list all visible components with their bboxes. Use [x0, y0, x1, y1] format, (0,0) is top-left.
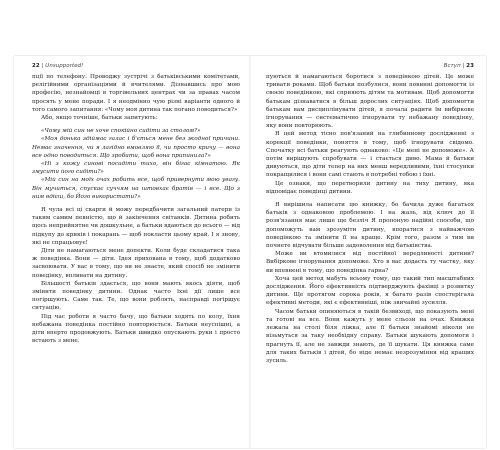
- paragraph: Під час роботи я часто бачу, що батьки ходять по колу, їхня небажана поведінка постійно повторюється. Батьки неуспішні, а діти вперто продовжують. Батьки швидко опускають руки і просто встають з мене.: [32, 313, 240, 345]
- right-page: [266, 62, 474, 438]
- paragraph: Або, якщо точніше, батьки запитують:: [41, 115, 158, 122]
- paragraph: Часом батьки опиняються в такій безвиході, що показують мені та готові на все. Вони кажуть у мене сльози на очах. Книжка лежала на столі біля ліжка, але її батьки знайомі ніколи не візьмуться за таку необхідну справу. Батьки шукають допомоги і прагнуть її, але не завжди знають, де її шукати. Ця книжка саме для таких батьків і дітей, бо ніде немає незрозуміння від кращих зусиль.: [266, 308, 474, 364]
- paragraph: Діти не намагаються мене допекти. Коли буде складатися така ж поведінка. Вони — діти. Ідея прихована в тому, щоб додатково засвоювати. У вас в тому, що ви не знаєте, який спосіб не змінити поведінку, впливати на дитину.: [32, 248, 240, 279]
- paragraph: Я чула всі ці скарги й можу передбачити загальний патерн із таким самим певністю, що й закінчення світанків. Дитина робить щось неприйнятне чи дошкульне, а батьки вдаються до всього — від підкупу до криків і покарань — щоб покласти цьому край. І я знову, які не спрацьовує!: [32, 207, 240, 246]
- paragraph: Хоча цей метод мабуть всьому тому, що такий тип масштабних дослідження. Його ефективність підтверджують фахівці з розвитку дитини. Ще протягом сорока років, я багато разів спостерігала ефективні методи, які є ефективніші, ніж звичайні зусилля.: [266, 275, 474, 307]
- left-header-separator: |: [41, 63, 44, 69]
- left-header-title: Unsupported!: [45, 63, 84, 69]
- right-header-separator: |: [462, 63, 465, 69]
- paragraph: Це ознаки, що перетворили дитину на тиху дитину, яка відповідає поведінці дитини.: [266, 180, 474, 195]
- right-page-number: 23: [466, 63, 474, 69]
- left-page: [32, 62, 240, 438]
- paragraph: «Чому мій син не хоче спокійно сидіти за столом?»: [41, 128, 201, 135]
- paragraph: «Ні з кожу синові посидіти тихо, він бігає кімнатою. Як змусити його сидіти?»: [32, 161, 240, 176]
- book-gutter: [249, 56, 251, 448]
- right-header-title: Вступ: [443, 63, 461, 69]
- paragraph: «Мій син на моїх очах робить все, щоб привернути мою увагу. Він мучиться, спускає суччям на штовхає братів — і все. Що з ним вдієш, бо Його використати?»: [32, 177, 240, 200]
- paragraph: Більшості батьків здається, що вони мають якось діяти, щоб змінити поведінку дитини. Однак часто їхні дії лише все погіршують. Саме так. Те, що вони роблять, насправді погіршує ситуацію.: [32, 280, 240, 312]
- paragraph: Я цей метод тісно пов'язаний на глибинному дослідженні з корекції поведінки, поняття в тому, щоб ігнорувати свідомо. Спочатку всі батьки реагують однаково: «Це мені не допоможе». А потім вирішують спробувати — і стається диво. Мама й батьки дивуються, що діти тепер на них менш вередливими, їхні стосунки покращилися і вони самі стають в потребні тобою і їхні.: [266, 131, 474, 179]
- right-running-header: [266, 62, 474, 70]
- book-spread: [14, 56, 486, 448]
- paragraph: Я вирішила написати цю книжку, бо бачила дуже багатьох батьків з однаковою проблемою. І на жаль, від ключ до її розв'язання має лише ще безліч Я пропоную надійні способи, що допоможуть вам зрозуміти дитину, впоратися з найважчою поведінкою та змінити її на краще. Крім того, разом з тим ви почнете відчувати більше задоволення від батьківства.: [266, 202, 474, 250]
- paragraph: Може ви втомилися від постійної вередливості дитини? Вибіркове ігнорування допоможе. Хто в вас додасть ту частку, яку ви впевнені в тому, що поведінка гарна?: [266, 251, 474, 274]
- paragraph: пуються й намагаються боротися з поведінкою дітей. Це може тривати роками. Щоб батьки позбулися, вони повинні допомогти із своєю поведінкою, які сприяють дітям та мотивам. Щоб допомогти батькам дізнаватися в більш дорослих ситуаціях. Щоб допомогти батькам вам дисциплінувати дітей, я почала радити їм вибіркове ігнорування — систематично ігнорувати ту небажану поведінку, яку вони повторюють.: [266, 74, 474, 130]
- left-page-body: [32, 73, 240, 346]
- paragraph: «Моя донька здіймає галас і б'ється мене без жодної причини. Немає значення, чи я лагідно вмовляю її, чи просто кричу — вона все одно поводиться. Що зробити, щоб вона припинила?»: [32, 136, 240, 159]
- left-page-number: 22: [32, 63, 40, 69]
- right-page-body: [266, 73, 474, 365]
- paragraph: пції по телефону. Проводжу зустрічі з батьківськими комітетами, релігійними організаціями й вчителями. Дізнавшись про мою професію, незнайомці в торгівельних центрах чи за правах часом просять у мене поради. І я неодмінно чую різні варіанти одного й того самого запитання: «Чому моя дитина так погано поводиться?»: [32, 74, 240, 113]
- left-running-header: [32, 62, 240, 70]
